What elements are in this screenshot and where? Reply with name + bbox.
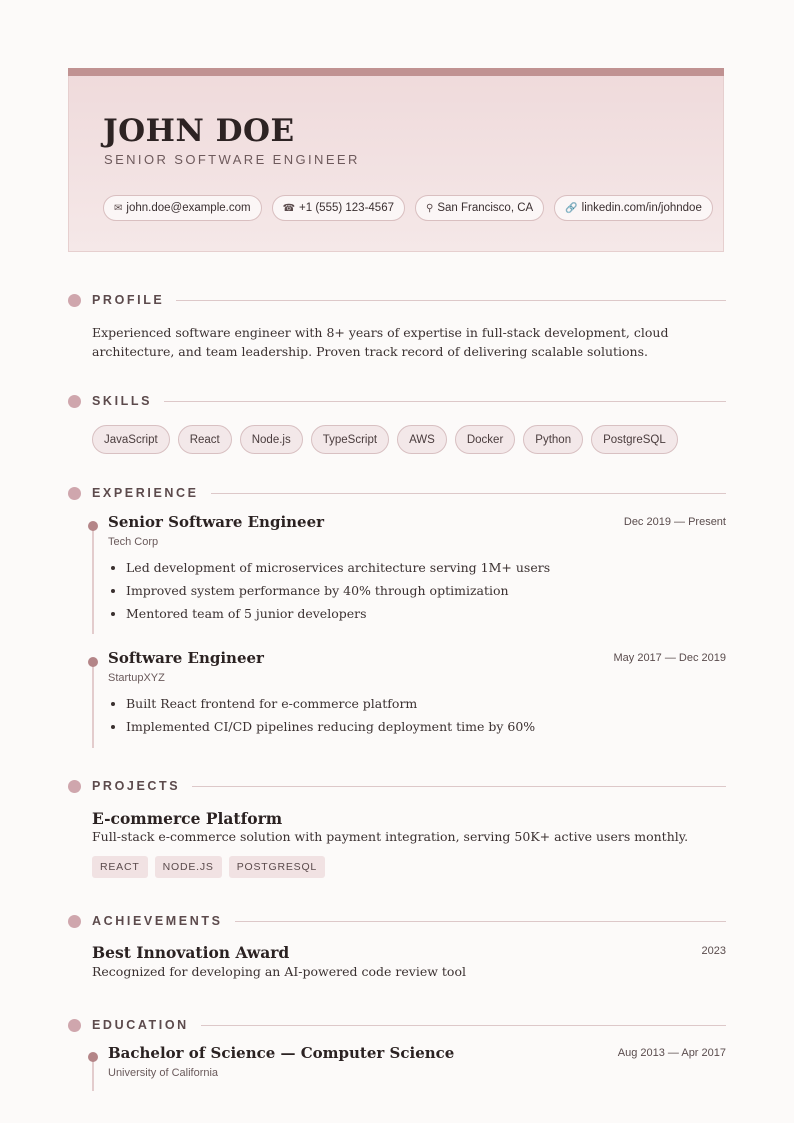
project-tags bbox=[92, 856, 325, 878]
job-bullets bbox=[108, 692, 535, 738]
location-pin-icon: ⚲ bbox=[426, 202, 434, 214]
skill-chip: AWS bbox=[397, 425, 447, 454]
job-bullet: • Built React frontend for e-commerce platform bbox=[126, 692, 535, 715]
section-divider bbox=[192, 786, 726, 787]
project-description: Full-stack e-commerce solution with payment integration, serving 50K+ active users monthly. bbox=[92, 829, 689, 844]
contact-list bbox=[103, 195, 713, 221]
section-dot-icon bbox=[68, 1019, 81, 1032]
contact-phone[interactable] bbox=[272, 195, 405, 221]
skill-chip: Python bbox=[523, 425, 583, 454]
section-title-achievements: ACHIEVEMENTS bbox=[92, 914, 223, 928]
contact-location-text: San Francisco, CA bbox=[437, 202, 534, 214]
section-title-experience: EXPERIENCE bbox=[92, 486, 199, 500]
section-dot-icon bbox=[68, 487, 81, 500]
job-role: Senior Software Engineer bbox=[108, 513, 325, 531]
job-bullets bbox=[108, 556, 550, 625]
contact-email[interactable] bbox=[103, 195, 262, 221]
experience-entry bbox=[88, 649, 726, 748]
skill-chip: Node.js bbox=[240, 425, 303, 454]
timeline-dot-icon bbox=[88, 521, 98, 531]
section-header-experience bbox=[68, 485, 726, 501]
envelope-icon: ✉ bbox=[114, 202, 123, 214]
section-dot-icon bbox=[68, 780, 81, 793]
contact-email-text: john.doe@example.com bbox=[126, 202, 251, 214]
section-title-education: EDUCATION bbox=[92, 1018, 189, 1032]
degree-name: Bachelor of Science — Computer Science bbox=[108, 1044, 455, 1062]
skill-chip: TypeScript bbox=[311, 425, 389, 454]
timeline-line bbox=[92, 662, 94, 748]
header-accent-bar bbox=[68, 68, 724, 76]
timeline-dot-icon bbox=[88, 1052, 98, 1062]
timeline-line bbox=[92, 526, 94, 634]
link-icon: 🔗 bbox=[565, 202, 578, 214]
timeline-dot-icon bbox=[88, 657, 98, 667]
section-divider bbox=[211, 493, 726, 494]
achievement-description: Recognized for developing an AI-powered code review tool bbox=[92, 964, 466, 979]
phone-icon: ☎ bbox=[282, 202, 296, 214]
section-header-skills bbox=[68, 393, 726, 409]
section-divider bbox=[176, 300, 726, 301]
section-divider bbox=[235, 921, 726, 922]
section-title-projects: PROJECTS bbox=[92, 779, 181, 793]
job-company: StartupXYZ bbox=[108, 672, 165, 684]
job-dates: Dec 2019 — Present bbox=[623, 516, 726, 528]
section-title-skills: SKILLS bbox=[92, 394, 153, 408]
project-tag: REACT bbox=[92, 856, 148, 878]
profile-summary: Experienced software engineer with 8+ years of expertise in full-stack development, cloud architecture, and team leadership. Proven track record of delivering scalable solutions. bbox=[92, 325, 669, 359]
section-header-profile bbox=[68, 292, 726, 308]
contact-phone-text: +1 (555) 123-4567 bbox=[299, 202, 394, 214]
timeline-line bbox=[92, 1057, 94, 1091]
resume-header bbox=[68, 68, 724, 252]
job-bullet: • Implemented CI/CD pipelines reducing deployment time by 60% bbox=[126, 715, 535, 738]
achievement-year: 2023 bbox=[701, 945, 726, 957]
section-header-education bbox=[68, 1017, 726, 1033]
education-entry bbox=[88, 1044, 726, 1091]
project-tag: POSTGRESQL bbox=[229, 856, 325, 878]
contact-linkedin[interactable] bbox=[554, 195, 713, 221]
skill-chip: React bbox=[178, 425, 232, 454]
skills-list bbox=[92, 425, 678, 454]
skill-chip: Docker bbox=[455, 425, 515, 454]
experience-entry bbox=[88, 513, 726, 634]
section-header-achievements bbox=[68, 913, 726, 929]
section-divider bbox=[164, 401, 726, 402]
section-title-profile: PROFILE bbox=[92, 293, 165, 307]
job-dates: May 2017 — Dec 2019 bbox=[613, 652, 726, 664]
education-dates: Aug 2013 — Apr 2017 bbox=[617, 1047, 726, 1059]
job-company: Tech Corp bbox=[108, 536, 159, 548]
school-name: University of California bbox=[108, 1067, 219, 1079]
section-dot-icon bbox=[68, 294, 81, 307]
contact-linkedin-text: linkedin.com/in/johndoe bbox=[581, 202, 702, 214]
skill-chip: JavaScript bbox=[92, 425, 170, 454]
job-bullet: • Led development of microservices architecture serving 1M+ users bbox=[126, 556, 550, 579]
candidate-name: JOHN DOE bbox=[103, 113, 295, 149]
project-tag: NODE.JS bbox=[155, 856, 222, 878]
section-header-projects bbox=[68, 778, 726, 794]
job-role: Software Engineer bbox=[108, 649, 264, 667]
job-bullet: • Mentored team of 5 junior developers bbox=[126, 602, 550, 625]
section-divider bbox=[201, 1025, 726, 1026]
section-dot-icon bbox=[68, 915, 81, 928]
achievement-title: Best Innovation Award bbox=[92, 943, 290, 962]
job-bullet: • Improved system performance by 40% through optimization bbox=[126, 579, 550, 602]
candidate-title: SENIOR SOFTWARE ENGINEER bbox=[104, 152, 360, 167]
contact-location bbox=[415, 195, 544, 221]
skill-chip: PostgreSQL bbox=[591, 425, 678, 454]
section-dot-icon bbox=[68, 395, 81, 408]
project-name: E-commerce Platform bbox=[92, 809, 283, 828]
